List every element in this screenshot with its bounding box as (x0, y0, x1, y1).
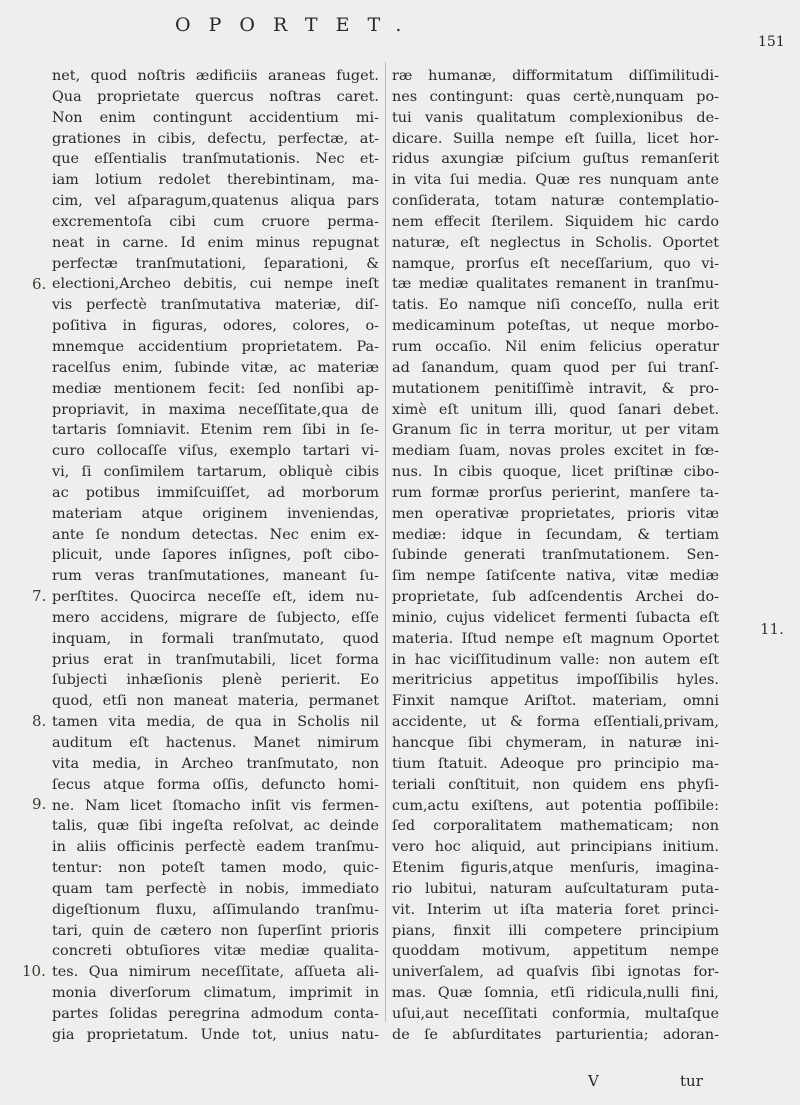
text-line: que eſſentialis tranſmutationis. Nec et- (52, 151, 379, 168)
text-line: vi, ſi conſimilem tartarum, obliquè cibis (52, 464, 379, 481)
page-number: 151 (758, 34, 785, 50)
text-line: rum veras tranſmutationes, maneant ſu- (52, 568, 379, 585)
text-line: vita media, in Archeo tranſmutato, non (52, 755, 379, 772)
text-line: concreti obtuſiores vitæ mediæ qualita- (52, 943, 379, 960)
text-line: tium ſtatuit. Adeoque pro principio ma- (392, 755, 719, 772)
text-line: ſim nempe ſatiſcente nativa, vitæ mediæ (392, 568, 719, 585)
text-line: rum occaſio. Nil enim felicius operatur (392, 338, 719, 355)
right-column-text (392, 66, 719, 1046)
text-line: mero accidens, migrare de ſubjecto, eſſe (52, 609, 379, 626)
text-line: iam lotium redolet therebintinam, ma- (52, 172, 379, 189)
text-line: Non enim contingunt accidentium mi- (52, 109, 379, 126)
running-head-title: OPORTET. (175, 14, 420, 36)
text-line: ræ humanæ, difformitatum diſſimilitudi- (392, 68, 719, 84)
text-line: in aliis officinis perfectè eadem tranſmu- (52, 839, 379, 856)
text-line: vero hoc aliquid, aut principians initium. (392, 839, 719, 856)
text-line: namque, prorſus eſt neceſſarium, quo vi- (392, 255, 719, 272)
text-line: materia. Iſtud nempe eſt magnum Oportet (392, 630, 719, 647)
text-line: perſtites. Quocirca neceſſe eſt, idem nu- (52, 589, 379, 606)
margin-number-11: 11. (760, 620, 784, 638)
text-line: in vita ſui media. Quæ res nunquam ante (392, 172, 719, 189)
text-line: de ſe abſurditates parturientia; adoran- (392, 1026, 719, 1043)
text-line: Granum ſic in terra moritur, ut per vitam (392, 422, 719, 439)
running-head (0, 14, 800, 48)
text-line: nes contingunt: quas certè,nunquam po- (392, 88, 719, 105)
text-line: ne. Nam licet ſtomacho inſit vis fermen- (52, 797, 379, 814)
text-line: ac potibus immiſcuiſſet, ad morborum (52, 484, 379, 501)
text-line: cim, vel aſparagum,quatenus aliqua pars (52, 193, 379, 210)
text-line: rio lubitui, naturam auſcultaturam puta- (392, 880, 719, 897)
text-line: cum,actu exiſtens, aut potentia poſſibile: (392, 797, 719, 814)
text-line: ximè eſt unitum illi, quod ſanari debet. (392, 401, 719, 418)
text-line: ſubjecti inhæſionis plenè perierit. Eo (52, 672, 379, 689)
text-line: mutationem penitiſſimè intravit, & pro- (392, 380, 719, 397)
text-line: neat in carne. Id enim minus repugnat (52, 234, 379, 251)
text-line: net, quod noſtris ædificiis araneas fuget. (52, 68, 379, 84)
text-line: mnemque accidentium proprietatem. Pa- (52, 338, 379, 355)
text-line: mas. Quæ ſomnia, etſi ridicula,nulli fini, (392, 985, 719, 1002)
text-line: dicare. Suilla nempe eſt ſuilla, licet hor- (392, 130, 719, 147)
text-line: propriavit, in maxima neceſſitate,qua de (52, 401, 379, 418)
text-line: vis perfectè tranſmutativa materiæ, diſ- (52, 297, 379, 314)
text-line: Finxit namque Ariſtot. materiam, omni (392, 693, 719, 710)
catchword: tur (680, 1072, 703, 1090)
text-line: nus. In cibis quoque, licet priſtinæ cibo- (392, 464, 719, 481)
text-line: curo collocaſſe viſus, exemplo tartari vi- (52, 443, 379, 460)
text-line: hancque ſibi chymeram, in naturæ ini- (392, 735, 719, 751)
text-line: materiam atque originem inveniendas, (52, 505, 379, 522)
text-line: mediam ſuam, novas proles excitet in fœ- (392, 443, 719, 460)
text-line: naturæ, eſt neglectus in Scholis. Oportet (392, 234, 719, 251)
text-line: in hac viciſſitudinum valle: non autem eſt (392, 651, 719, 668)
margin-number-10: 10. (22, 962, 46, 980)
text-line: grationes in cibis, defectu, perfectæ, at- (52, 130, 379, 147)
margin-number-8: 8. (32, 712, 47, 730)
text-line: gia proprietatum. Unde tot, unius natu- (52, 1026, 379, 1043)
text-line: tæ mediæ qualitates remanent in tranſmu- (392, 276, 719, 293)
text-line: univerſalem, ad quaſvis ſibi ignotas for- (392, 964, 719, 981)
text-line: ridus axungiæ piſcium guſtus remanſerit (392, 151, 719, 168)
text-line: ſed corporalitatem mathematicam; non (392, 818, 719, 835)
text-line: poſitiva in figuras, odores, colores, o- (52, 318, 379, 335)
margin-number-9: 9. (32, 795, 47, 813)
text-line: plicuit, unde ſapores inſignes, poſt cibo- (52, 547, 379, 564)
text-line: mediæ: idque in ſecundam, & tertiam (392, 526, 719, 543)
text-line: partes ſolidas peregrina admodum conta- (52, 1005, 379, 1022)
text-line: conſiderata, totam naturæ contemplatio- (392, 193, 719, 210)
text-line: quod, etſi non maneat materia, permanet (52, 693, 379, 710)
text-line: medicaminum poteſtas, ut neque morbo- (392, 318, 719, 335)
column-divider (385, 62, 386, 1022)
text-line: uſui,aut neceſſitati conformia, multaſque (392, 1005, 719, 1022)
text-line: rum formæ prorſus perierint, manſere ta- (392, 484, 719, 501)
text-line: Qua proprietate quercus noſtras caret. (52, 88, 379, 105)
text-line: tui vanis qualitatum complexionibus de- (392, 109, 719, 126)
text-line: auditum eſt hactenus. Manet nimirum (52, 735, 379, 751)
margin-number-7: 7. (32, 587, 47, 605)
text-line: prius erat in tranſmutabili, licet forma (52, 651, 379, 668)
text-line: perfectæ tranſmutationi, ſeparationi, & (52, 255, 379, 272)
text-line: nem effecit ſterilem. Siquidem hic cardo (392, 213, 719, 230)
text-line: talis, quæ ſibi ingeſta reſolvat, ac deinde (52, 818, 379, 835)
text-line: mediæ mentionem fecit: ſed nonſibi ap- (52, 380, 379, 397)
left-column-text (52, 66, 379, 1046)
text-line: teriali conſtituit, non quidem ens phyſi- (392, 776, 719, 793)
text-line: tari, quin de cætero non ſuperſint prioris (52, 922, 379, 939)
text-line: quoddam motivum, appetitum nempe (392, 943, 719, 960)
text-line: tentur: non poteſt tamen modo, quic- (52, 860, 379, 877)
text-line: digeſtionum fluxu, aſſimulando tranſmu- (52, 901, 379, 918)
text-line: quam tam perfectè in nobis, immediato (52, 880, 379, 897)
text-line: excrementoſa cibi cum cruore perma- (52, 213, 379, 230)
text-line: tes. Qua nimirum neceſſitate, aſſueta ali- (52, 964, 379, 981)
text-line: proprietate, ſub adſcendentis Archei do- (392, 589, 719, 606)
text-line: ſubinde generati tranſmutationem. Sen- (392, 547, 719, 564)
text-line: tartaris ſomniavit. Etenim rem ſibi in ſe- (52, 422, 379, 439)
text-line: men operativæ proprietates, prioris vitæ (392, 505, 719, 522)
text-line: ante ſe nondum detectas. Nec enim ex- (52, 526, 379, 543)
text-line: ſecus atque forma oſſis, defuncto homi- (52, 776, 379, 793)
text-line: meritricius appetitus impoſſibilis hyles. (392, 672, 719, 689)
text-line: Etenim figuris,atque menſuris, imagina- (392, 860, 719, 877)
text-line: pians, finxit illi competere principium (392, 922, 719, 939)
signature-mark: V (588, 1072, 599, 1090)
text-line: inquam, in formali tranſmutato, quod (52, 630, 379, 647)
text-line: vit. Interim ut iſta materia foret princi- (392, 901, 719, 918)
text-line: monia diverſorum climatum, imprimit in (52, 985, 379, 1002)
text-line: minio, cujus videlicet fermenti ſubacta eſt (392, 609, 719, 626)
margin-number-6: 6. (32, 275, 47, 293)
text-line: ad ſanandum, quam quod per ſui tranſ- (392, 359, 719, 376)
text-line: tatis. Eo namque niſi conceſſo, nulla erit (392, 297, 719, 314)
text-line: electioni,Archeo debitis, cui nempe ineſt (52, 276, 379, 293)
text-line: accidente, ut & forma eſſentiali,privam, (392, 714, 719, 731)
text-line: racelſus enim, ſubinde vitæ, ac materiæ (52, 359, 379, 376)
text-line: tamen vita media, de qua in Scholis nil (52, 714, 379, 731)
